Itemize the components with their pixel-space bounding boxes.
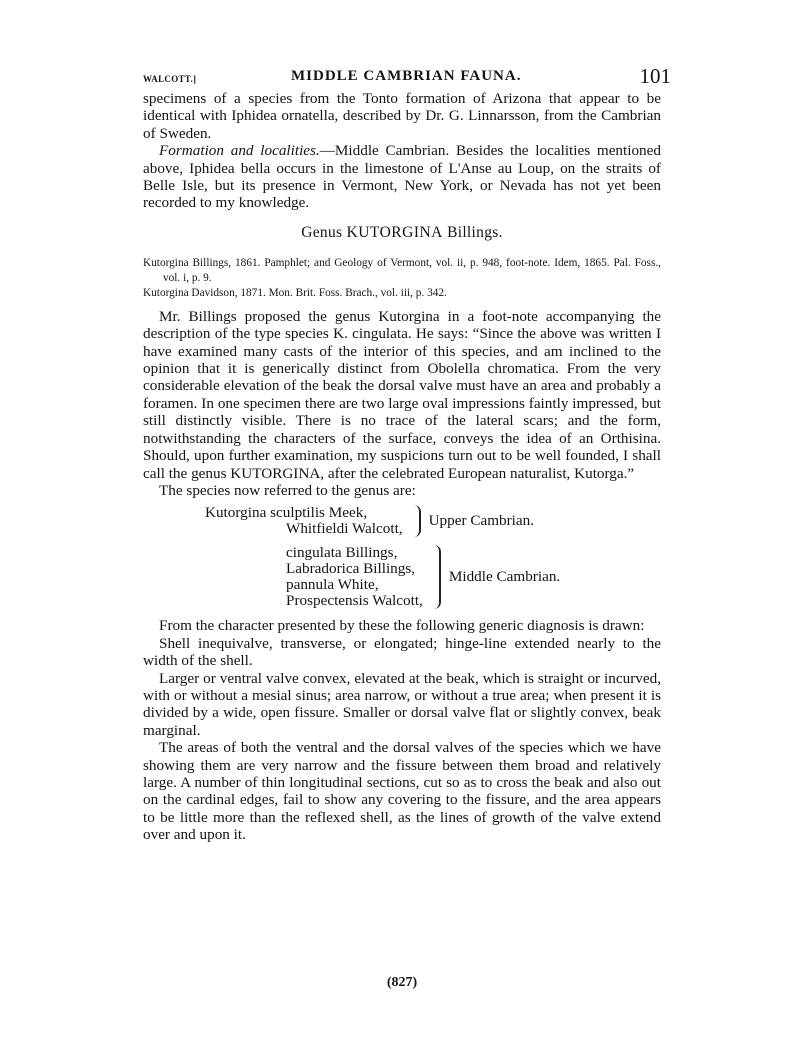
species-name: Labradorica Billings, <box>286 560 416 578</box>
page-number: 101 <box>639 64 671 88</box>
species-name: Kutorgina sculptilis Meek, <box>205 504 368 522</box>
species-group-label: Upper Cambrian. <box>428 512 535 530</box>
species-name: Prospectensis Walcott, <box>286 592 423 610</box>
species-group-label: Middle Cambrian. <box>448 568 561 586</box>
header-title: MIDDLE CAMBRIAN FAUNA. <box>291 68 522 84</box>
references <box>143 256 661 301</box>
species-list <box>205 505 661 609</box>
diagnosis-paragraph: The areas of both the ventral and the dorsal valves of the species which we have showing them are very narrow and the fissure between them broad and relatively large. A number of thin longitudinal sections, cut so as to cross the beak and also out on the cardinal edges, fail to show any covering to the fissure, and the area appears to be little more than the reflexed shell, as the lines of growth of the valve extend over and upon it. <box>143 739 661 844</box>
diagnosis-paragraph: Shell inequivalve, transverse, or elongated; hinge-line extended nearly to the width of the shell. <box>143 634 661 670</box>
formation-label: Formation and localities. <box>159 142 320 160</box>
diagnosis-paragraph: Larger or ventral valve convex, elevated at the beak, which is straight or incurved, with or without a mesial sinus; area narrow, or without a true area; when present it is divided by a wide, open fissure. Smaller or dorsal valve flat or slightly convex, beak marginal. <box>143 669 661 739</box>
species-name: pannula White, <box>286 576 379 594</box>
genus-author: Billings. <box>447 223 503 241</box>
brace-mark <box>433 545 441 609</box>
diagnosis-intro: From the character presented by these the following generic diagnosis is drawn: <box>159 617 645 635</box>
genus-name: KUTORGINA <box>346 223 443 241</box>
species-group-upper <box>205 505 661 537</box>
header-author: WALCOTT.] <box>143 74 197 84</box>
formation-paragraph <box>143 142 661 212</box>
folio-number: (827) <box>386 975 418 990</box>
species-name: Whitfieldi Walcott, <box>286 520 403 538</box>
genus-prefix: Genus <box>301 223 343 241</box>
species-intro: The species now referred to the genus are: <box>159 481 416 499</box>
intro-paragraph: specimens of a species from the Tonto formation of Arizona that appear to be identical with Iphidea ornatella, described by Dr. G. Linnarsson, from the Cambrian of Sweden. <box>143 90 661 142</box>
genus-heading <box>143 224 661 242</box>
page <box>143 62 671 844</box>
species-group-middle <box>205 545 661 609</box>
species-name: cingulata Billings, <box>286 544 398 562</box>
running-header <box>143 62 671 90</box>
formation-text: —Middle Cambrian. Besides the localities mentioned above, Iphidea bella occurs in the limestone of L'Anse au Loup, on the straits of Belle Isle, but its presence in Vermont, New York, or Nevada has not yet been recorded to my knowledge. <box>143 142 661 212</box>
reference-item: Kutorgina Davidson, 1871. Mon. Brit. Foss. Brach., vol. iii, p. 342. <box>143 286 447 299</box>
brace-mark <box>413 505 421 537</box>
billings-quote-paragraph: Mr. Billings proposed the genus Kutorgina in a foot-note accompanying the description of the type species K. cingulata. He says: “Since the above was written I have examined many casts of the interior of this species, and am inclined to the opinion that it is generically distinct from Obolella chromatica. From the very considerable elevation of the beak the dorsal valve must have an area and probably a foramen. In one specimen there are two large oval impressions faintly impressed, but still distinctly visible. There is no trace of the lateral scars; and the form, notwithstanding the characters of the surface, conveys the idea of an Orthisina. Should, upon further examination, my suspicions turn out to be well founded, I shall call the genus KUTORGINA, after the celebrated European naturalist, Kutorga.” <box>143 307 661 482</box>
reference-item: Kutorgina Billings, 1861. Pamphlet; and Geology of Vermont, vol. ii, p. 948, foot-note. Idem, 1865. Pal. Foss., vol. i, p. 9. <box>143 256 661 284</box>
